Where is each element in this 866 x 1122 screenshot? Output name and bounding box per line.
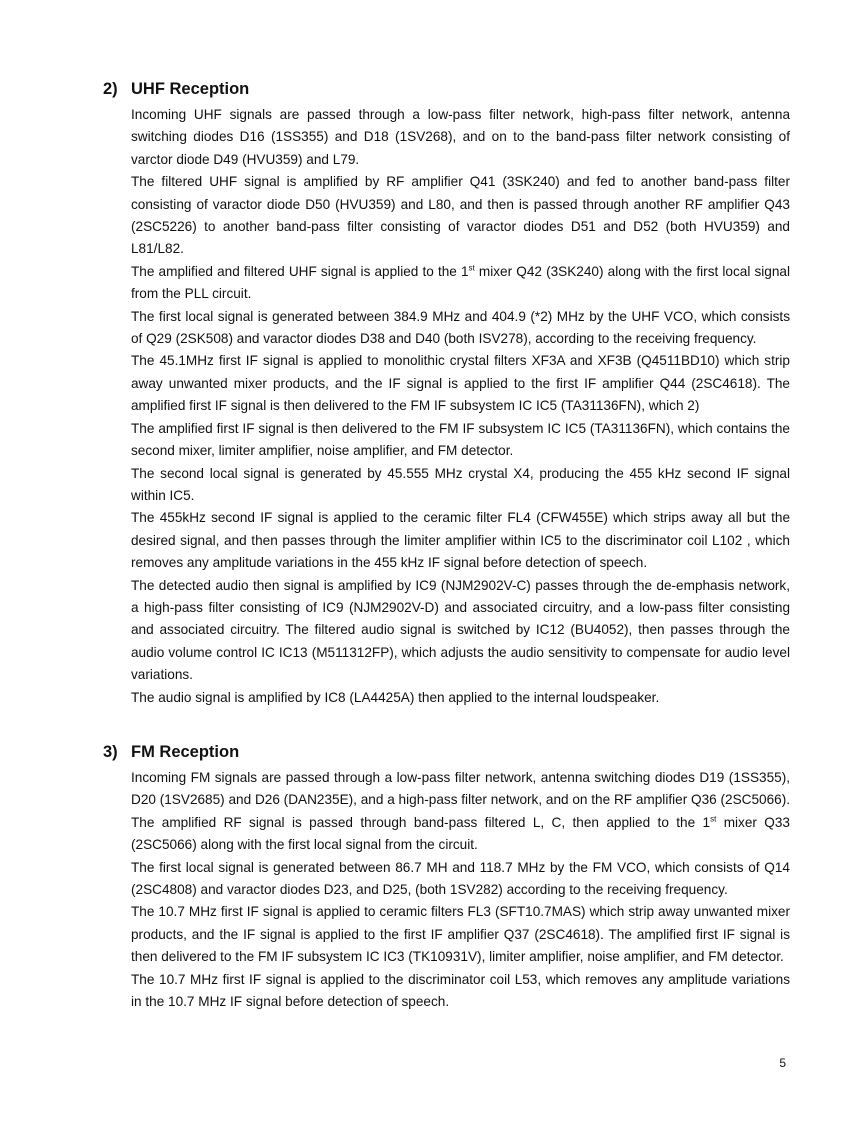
section-number: 3) (103, 743, 118, 761)
paragraph: The first local signal is generated between 384.9 MHz and 404.9 (*2) MHz by the UHF VCO, which consists of Q29 (2SK508) and varactor diodes D38 and D40 (both ISV278), according to the receiving frequency. (131, 308, 790, 347)
paragraph: The second local signal is generated by 45.555 MHz crystal X4, producing the 455 kHz second IF signal within IC5. (131, 465, 790, 503)
section-number: 2) (103, 80, 118, 98)
section-body (131, 767, 790, 1013)
section-title: FM Reception (131, 743, 240, 761)
paragraph: The 10.7 MHz first IF signal is applied to ceramic filters FL3 (SFT10.7MAS) which strip away unwanted mixer products, and the IF signal is applied to the first IF amplifier Q37 (2SC4618). The amplified first IF signal is then delivered to the FM IF subsystem IC IC3 (TK10931V), limiter amplifier, noise amplifier, and FM detector. (131, 904, 790, 965)
paragraph: The amplified and filtered UHF signal is applied to the 1st mixer Q42 (3SK240) along with the first local signal from the PLL circuit. (131, 263, 791, 302)
section-body (131, 104, 790, 709)
section-title: UHF Reception (131, 80, 250, 98)
paragraph: The audio signal is amplified by IC8 (LA4425A) then applied to the internal loudspeaker. (131, 689, 660, 705)
paragraph: The 455kHz second IF signal is applied to the ceramic filter FL4 (CFW455E) which strips away all but the desired signal, and then passes through the limiter amplifier within IC5 to the discriminator coil L102 , which removes any amplitude variations in the 455 kHz IF signal before detection of speech. (131, 510, 790, 571)
paragraph: Incoming FM signals are passed through a low-pass filter network, antenna switching diodes D19 (1SS355), D20 (1SV2685) and D26 (DAN235E), and a high-pass filter network, and on the RF amplifier Q36 (2SC5066). The amplified RF signal is passed through band-pass filtered L, C, then applied to the 1st mixer Q33 (2SC5066) along with the first local signal from the circuit. (131, 770, 790, 853)
page-number: 5 (779, 1056, 786, 1070)
paragraph: The 45.1MHz first IF signal is applied to monolithic crystal filters XF3A and XF3B (Q4511BD10) which strip away unwanted mixer products, and the IF signal is applied to the first IF amplifier Q44 (2SC4618). The amplified first IF signal is then delivered to the FM IF subsystem IC IC5 (TA31136FN), which 2) (131, 353, 790, 414)
paragraph: The first local signal is generated between 86.7 MH and 118.7 MHz by the FM VCO, which consists of Q14 (2SC4808) and varactor diodes D23, and D25, (both 1SV282) according to the receiving frequency. (131, 859, 790, 898)
paragraph: The filtered UHF signal is amplified by RF amplifier Q41 (3SK240) and fed to another band-pass filter consisting of varactor diode D50 (HVU359) and L80, and then is passed through another RF amplifier Q43 (2SC5226) to another band-pass filter consisting of varactor diodes D51 and D52 (both HVU359) and L81/L82. (131, 174, 790, 257)
paragraph: The 10.7 MHz first IF signal is applied to the discriminator coil L53, which removes any amplitude variations in the 10.7 MHz IF signal before detection of speech. (131, 971, 790, 1010)
section-heading (103, 741, 793, 763)
section-fm-reception (103, 741, 793, 1013)
superscript: st (468, 263, 475, 273)
paragraph: The detected audio then signal is amplified by IC9 (NJM2902V-C) passes through the de-emphasis network, a high-pass filter consisting of IC9 (NJM2902V-D) and associated circuitry, and a low-pass filter consisting and associated circuitry. The filtered audio signal is switched by IC12 (BU4052), then passes through the audio volume control IC IC13 (M511312FP), which adjusts the audio sensitivity to compensate for audio level variations. (131, 577, 790, 683)
paragraph: Incoming UHF signals are passed through a low-pass filter network, high-pass filter network, antenna switching diodes D16 (1SS355) and D18 (1SV268), and on to the band-pass filter network consisting of varctor diode D49 (HVU359) and L79. (131, 107, 790, 167)
paragraph: The amplified first IF signal is then delivered to the FM IF subsystem IC IC5 (TA31136FN), which contains the second mixer, limiter amplifier, noise amplifier, and FM detector. (131, 420, 790, 459)
section-heading (103, 78, 793, 100)
section-uhf-reception (103, 78, 793, 709)
superscript: st (710, 814, 717, 824)
